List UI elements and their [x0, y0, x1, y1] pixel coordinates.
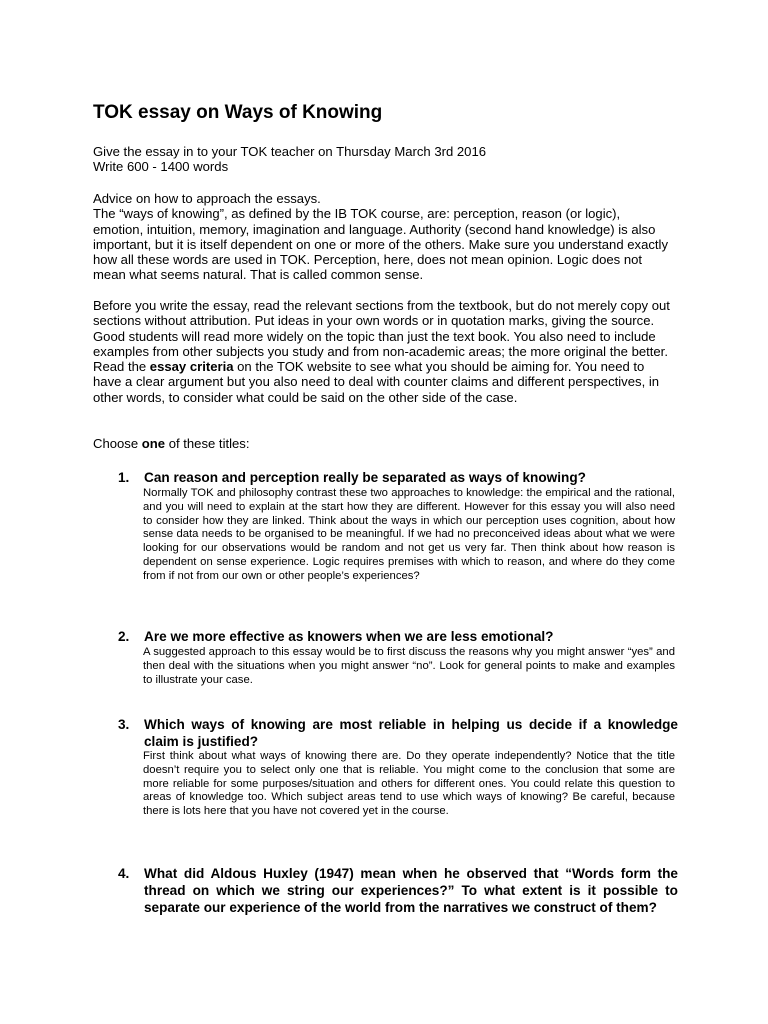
question-2-number: 2.	[118, 629, 130, 644]
question-3-number: 3.	[118, 717, 130, 732]
due-date-line: Give the essay in to your TOK teacher on Thursday March 3rd 2016	[93, 144, 487, 159]
question-2-title: Are we more effective as knowers when we are less emotional?	[144, 629, 554, 644]
intro-block	[93, 144, 673, 175]
question-1-guidance: Normally TOK and philosophy contrast these two approaches to knowledge: the empirical and the rational, and you will need to explain at the start how they are different. However for this essay you will also need to consider how they are linked. Think about the ways in which our perception uses cognition, about how sense data needs to be organised to be meaningful. If we had no preconceived ideas about what we were looking for our observations would be random and not get us very far. Then think about how reason is dependent on sense experience. Logic requires premises with which to reason, and where do they come from if not from our own or other people’s experiences?	[143, 487, 675, 582]
question-3-heading	[118, 716, 678, 750]
advice-heading: Advice on how to approach the essays.	[93, 191, 321, 206]
before-writing-text-2: on the TOK website to see what you should be aiming for. You need to have a clear argument but you also need to deal with counter claims and different perspectives, in other words, to consider what could be said on the other side of the case.	[93, 359, 660, 405]
choose-block	[93, 436, 673, 451]
question-4-title: What did Aldous Huxley (1947) mean when he observed that “Words form the thread on which we string our experiences?” To what extent is it possible to separate our experience of the world from the narratives we construct of them?	[144, 866, 678, 915]
question-2-heading	[118, 628, 678, 645]
choose-one-emphasis: one	[141, 436, 166, 451]
question-1-number: 1.	[118, 470, 130, 485]
essay-criteria-emphasis: essay criteria	[149, 359, 234, 375]
question-3-title: Which ways of knowing are most reliable in helping us decide if a knowledge claim is justified?	[144, 717, 678, 749]
before-writing-text-1: Before you write the essay, read the relevant sections from the textbook, but do not merely copy out sections without attribution. Put ideas in your own words or in quotation marks, giving the source. Good students will read more widely on the topic than just the text book. You also need to include examples from other subjects you study and from non-academic areas; the more original the better. Read the	[93, 298, 670, 375]
document-title: TOK essay on Ways of Knowing	[93, 102, 383, 123]
choose-text-1: Choose	[93, 436, 142, 451]
question-1-heading	[118, 469, 678, 486]
word-count-line: Write 600 - 1400 words	[93, 159, 229, 175]
choose-text-2: of these titles:	[165, 436, 250, 451]
before-writing-block	[93, 298, 673, 405]
question-2-guidance: A suggested approach to this essay would be to first discuss the reasons why you might answer “yes” and then deal with the situations when you might answer “no”. Look for general points to make and examples to illustrate your case.	[143, 646, 675, 686]
question-4-heading	[118, 865, 678, 916]
question-4-number: 4.	[118, 866, 130, 881]
advice-block	[93, 191, 673, 283]
choose-instruction	[93, 436, 673, 451]
question-3-guidance: First think about what ways of knowing there are. Do they operate independently? Notice that the title doesn’t require you to select only one that is reliable. You might come to the conclusion that some are more reliable for some purposes/situation and others for different ones. You could relate this question to areas of knowledge too. Which subject areas tend to use which ways of knowing? Be careful, because there is lots here that you have not covered yet in the course.	[143, 750, 675, 818]
question-1-title: Can reason and perception really be separated as ways of knowing?	[144, 470, 586, 485]
advice-paragraph: The “ways of knowing”, as defined by the IB TOK course, are: perception, reason (or logic), emotion, intuition, memory, imagination and language. Authority (second hand knowledge) is also important, but it is itself dependent on one or more of the others. Make sure you understand exactly how all these words are used in TOK. Perception, here, does not mean opinion. Logic does not mean what seems natural. That is called common sense.	[93, 206, 668, 283]
before-writing-paragraph	[93, 298, 673, 405]
